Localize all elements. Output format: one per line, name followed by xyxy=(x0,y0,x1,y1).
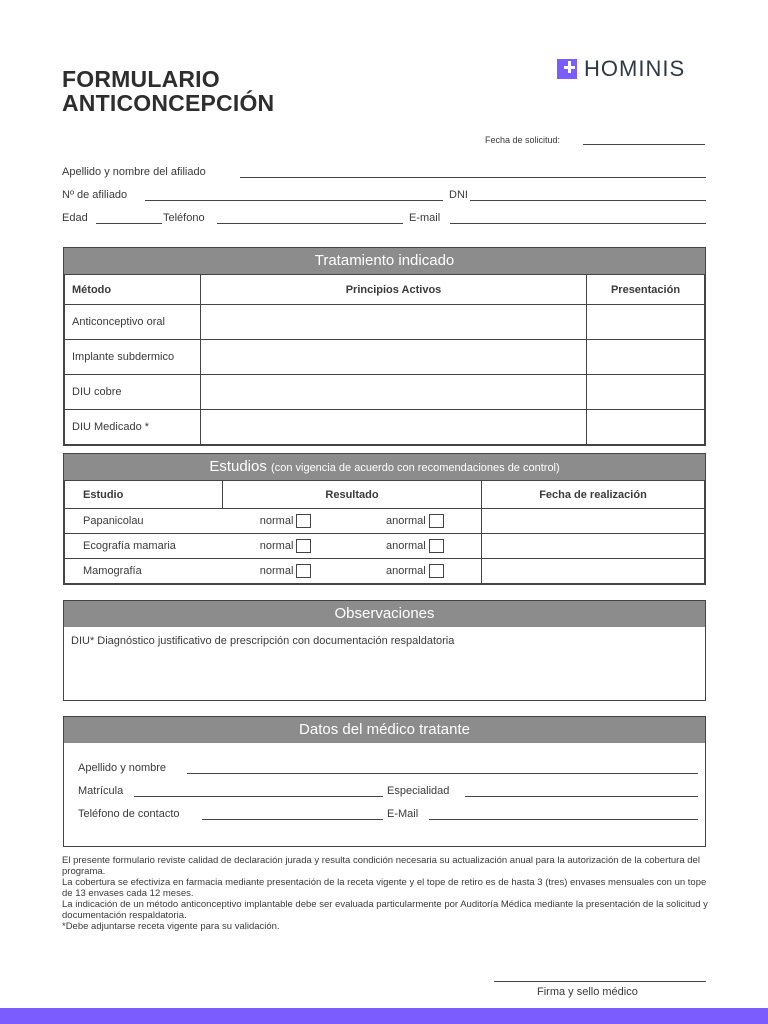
dni-field[interactable] xyxy=(470,200,706,201)
col-resultado: Resultado xyxy=(223,481,482,509)
estudio-cell: Mamografía xyxy=(65,559,223,584)
nro-afiliado-field[interactable] xyxy=(145,200,443,201)
nro-afiliado-label: Nº de afiliado xyxy=(62,189,128,201)
metodo-cell: DIU Medicado * xyxy=(65,410,201,445)
table-row xyxy=(65,375,705,410)
footer-paragraph: El presente formulario reviste calidad de declaración jurada y resulta condición necesaria su actualización anual para la autorización de la cobertura del programa. xyxy=(62,855,700,877)
presentacion-cell[interactable] xyxy=(587,375,705,410)
medico-apellido-field[interactable] xyxy=(187,773,698,774)
anormal-checkbox[interactable] xyxy=(429,539,444,553)
anormal-label: anormal xyxy=(385,514,426,527)
medico-heading: Datos del médico tratante xyxy=(64,717,705,743)
principios-cell[interactable] xyxy=(201,375,587,410)
col-principios: Principios Activos xyxy=(201,275,587,305)
anormal-checkbox[interactable] xyxy=(429,564,444,578)
title-line-1: FORMULARIO xyxy=(62,66,220,92)
normal-label: normal xyxy=(259,539,294,552)
medico-email-label: E-Mail xyxy=(387,808,419,820)
estudios-section xyxy=(63,453,706,585)
especialidad-label: Especialidad xyxy=(387,785,450,797)
estudio-cell: Ecografía mamaria xyxy=(65,534,223,559)
principios-cell[interactable] xyxy=(201,340,587,375)
anormal-label: anormal xyxy=(385,539,426,552)
principios-cell[interactable] xyxy=(201,305,587,340)
footer-paragraph: La indicación de un método anticonceptivo implantable debe ser evaluada particularmente por Auditoría Médica mediante la presentación de la solicitud y documentación respaldatoria. xyxy=(62,899,708,921)
apellido-afiliado-field[interactable] xyxy=(240,177,706,178)
telefono-label: Teléfono xyxy=(163,212,205,224)
normal-checkbox[interactable] xyxy=(296,514,311,528)
footer-paragraph: *Debe adjuntarse receta vigente para su validación. xyxy=(62,921,280,932)
observaciones-heading: Observaciones xyxy=(64,601,705,627)
telefono-field[interactable] xyxy=(217,223,403,224)
brand-logo xyxy=(557,56,685,82)
col-metodo: Método xyxy=(65,275,201,305)
apellido-afiliado-label: Apellido y nombre del afiliado xyxy=(62,166,206,178)
observaciones-section xyxy=(63,600,706,701)
footer-paragraph: La cobertura se efectiviza en farmacia mediante presentación de la receta vigente y el tope de retiro es de hasta 3 (tres) envases mensuales con un tope de 13 envases cada 12 meses. xyxy=(62,877,707,899)
metodo-cell: Implante subdermico xyxy=(65,340,201,375)
title-line-2: ANTICONCEPCIÓN xyxy=(62,90,275,116)
medico-telefono-field[interactable] xyxy=(202,819,383,820)
anormal-label: anormal xyxy=(385,564,426,577)
table-row xyxy=(65,410,705,445)
email-label: E-mail xyxy=(409,212,441,224)
fecha-solicitud-label: Fecha de solicitud: xyxy=(485,135,561,145)
firma-label: Firma y sello médico xyxy=(537,986,638,998)
especialidad-field[interactable] xyxy=(465,796,698,797)
table-row xyxy=(65,534,705,559)
resultado-cell xyxy=(223,559,482,584)
estudios-heading xyxy=(64,454,705,480)
tratamiento-table xyxy=(64,274,705,445)
fecha-cell[interactable] xyxy=(482,509,705,534)
medico-telefono-label: Teléfono de contacto xyxy=(78,808,180,820)
col-estudio: Estudio xyxy=(65,481,223,509)
tratamiento-section xyxy=(63,247,706,446)
bottom-accent-bar xyxy=(0,1008,768,1024)
estudios-table xyxy=(64,480,705,584)
table-row xyxy=(65,305,705,340)
col-presentacion: Presentación xyxy=(587,275,705,305)
observaciones-text[interactable]: DIU* Diagnóstico justificativo de prescripción con documentación respaldatoria xyxy=(71,635,455,647)
tratamiento-heading: Tratamiento indicado xyxy=(64,248,705,274)
estudio-cell: Papanicolau xyxy=(65,509,223,534)
email-field[interactable] xyxy=(450,223,706,224)
presentacion-cell[interactable] xyxy=(587,305,705,340)
table-row xyxy=(65,340,705,375)
metodo-cell: DIU cobre xyxy=(65,375,201,410)
principios-cell[interactable] xyxy=(201,410,587,445)
medico-section xyxy=(63,716,706,847)
medico-apellido-label: Apellido y nombre xyxy=(78,762,167,774)
fecha-solicitud-field[interactable] xyxy=(583,144,705,145)
matricula-field[interactable] xyxy=(134,796,383,797)
estudios-heading-sub: (con vigencia de acuerdo con recomendaciones de control) xyxy=(271,462,560,474)
edad-label: Edad xyxy=(62,212,88,224)
fecha-cell[interactable] xyxy=(482,559,705,584)
page-title xyxy=(62,67,274,115)
table-row xyxy=(65,509,705,534)
matricula-label: Matrícula xyxy=(78,785,124,797)
footer-notes xyxy=(62,855,710,932)
firma-line[interactable] xyxy=(494,981,706,982)
dni-label: DNI xyxy=(449,189,468,201)
metodo-cell: Anticonceptivo oral xyxy=(65,305,201,340)
presentacion-cell[interactable] xyxy=(587,340,705,375)
resultado-cell xyxy=(223,534,482,559)
edad-field[interactable] xyxy=(96,223,162,224)
normal-checkbox[interactable] xyxy=(296,564,311,578)
table-row xyxy=(65,559,705,584)
normal-label: normal xyxy=(259,514,294,527)
anormal-checkbox[interactable] xyxy=(429,514,444,528)
normal-checkbox[interactable] xyxy=(296,539,311,553)
fecha-cell[interactable] xyxy=(482,534,705,559)
estudios-heading-main: Estudios xyxy=(209,458,267,475)
resultado-cell xyxy=(223,509,482,534)
cross-plus-icon xyxy=(557,59,577,79)
normal-label: normal xyxy=(259,564,294,577)
medico-email-field[interactable] xyxy=(429,819,698,820)
presentacion-cell[interactable] xyxy=(587,410,705,445)
col-fecha-realizacion: Fecha de realización xyxy=(482,481,705,509)
brand-name: HOMINIS xyxy=(584,56,686,81)
